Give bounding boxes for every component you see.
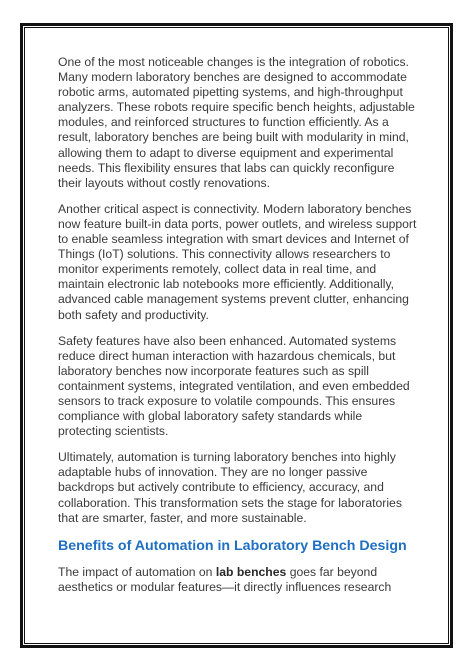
paragraph-connectivity: Another critical aspect is connectivity. Modern laboratory benches now feature built-in data ports, power outlets, and wireless support to enable seamless integration with smart devices and Internet of Things (IoT) solutions. This connectivity allows researchers to monitor experiments remotely, collect data in real time, and maintain electronic lab notebooks more efficiently. Additionally, advanced cable management systems prevent clutter, enhancing both safety and productivity. bbox=[58, 201, 417, 322]
paragraph-ultimately: Ultimately, automation is turning laboratory benches into highly adaptable hubs of innovation. They are no longer passive backdrops but actively contribute to efficiency, accuracy, and collaboration. This transformation sets the stage for laboratories that are smarter, faster, and more sustainable. bbox=[58, 450, 402, 525]
impact-text-end: goes far beyond aesthetics or modular features—it directly influences research bbox=[58, 564, 392, 594]
document-body bbox=[58, 55, 418, 606]
section-heading: Benefits of Automation in Laboratory Bench Design bbox=[58, 537, 407, 554]
impact-text-start: The impact of automation on bbox=[58, 564, 216, 579]
paragraph-safety: Safety features have also been enhanced. Automated systems reduce direct human interaction with hazardous chemicals, but laboratory benches now incorporate features such as spill containment systems, integrated ventilation, and even embedded sensors to track exposure to volatile compounds. This ensures compliance with global laboratory safety standards while protecting scientists. bbox=[58, 333, 410, 439]
lab-benches-emphasis: lab benches bbox=[215, 564, 287, 579]
paragraph-impact bbox=[58, 565, 418, 595]
paragraph-robotics: One of the most noticeable changes is the integration of robotics. Many modern laboratory benches are designed to accommodate robotic arms, automated pipetting systems, and high-throughput analyzers. These robots require specific bench heights, adjustable modules, and reinforced structures to function efficiently. As a result, laboratory benches are being built with modularity in mind, allowing them to adapt to diverse equipment and experimental needs. This flexibility ensures that labs can quickly reconfigure their layouts without costly renovations. bbox=[58, 55, 415, 190]
